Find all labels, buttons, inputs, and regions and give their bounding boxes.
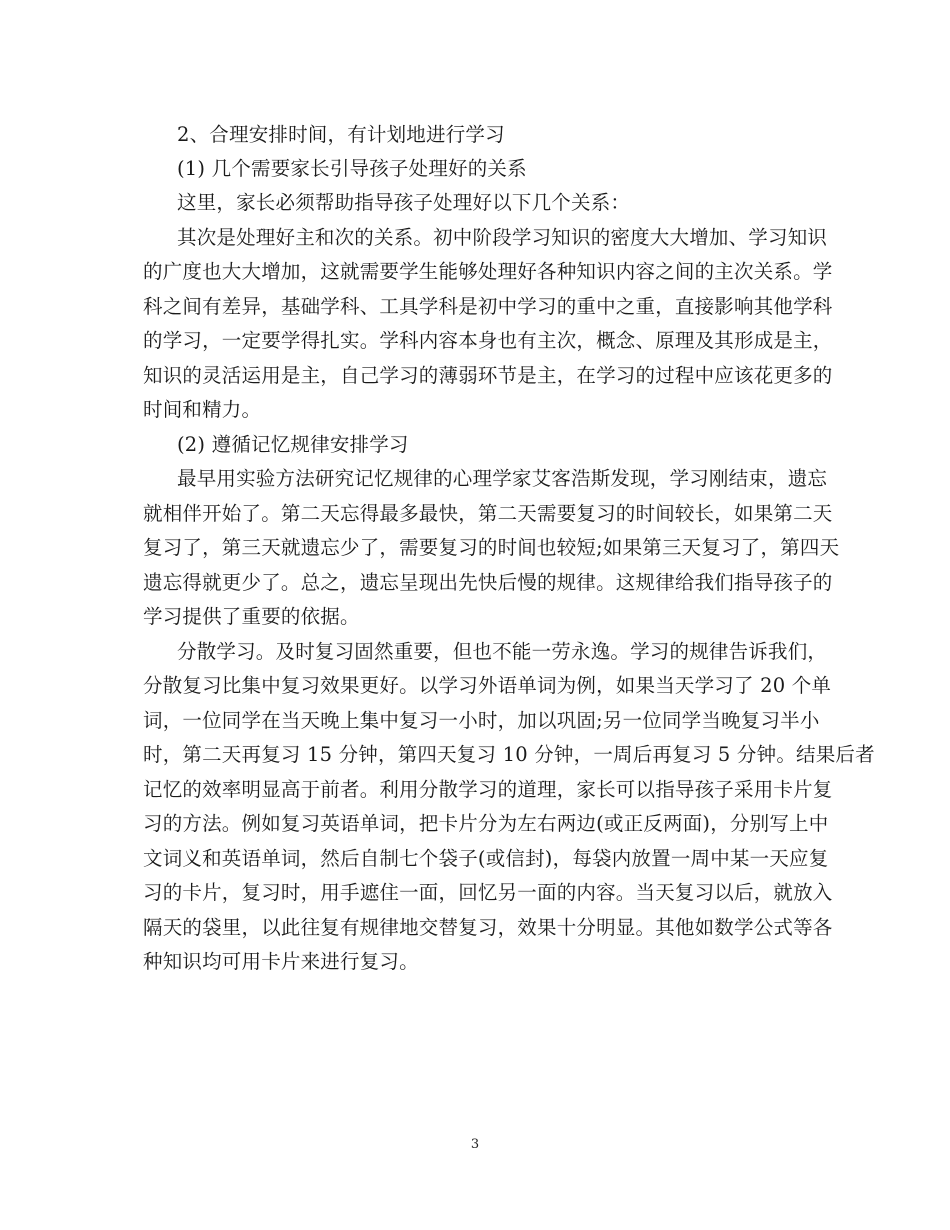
subsection-heading: (1) 几个需要家长引导孩子处理好的关系 [177,157,527,180]
paragraph-line: 种知识均可用卡片来进行复习。 [143,950,419,973]
paragraph-line: 文词义和英语单词，然后自制七个袋子(或信封)，每袋内放置一周中某一天应复 [143,847,829,870]
paragraph-line: 学习提供了重要的依据。 [143,605,360,628]
paragraph-line: 习的方法。例如复习英语单词，把卡片分为左右两边(或正反两面)，分别写上中 [143,812,829,835]
subsection-heading: (2) 遵循记忆规律安排学习 [177,433,409,456]
paragraph-line: 科之间有差异，基础学科、工具学科是初中学习的重中之重，直接影响其他学科 [143,295,833,318]
paragraph-line: 其次是处理好主和次的关系。初中阶段学习知识的密度大大增加、学习知识 [177,226,828,249]
paragraph-line: 就相伴开始了。第二天忘得最多最快，第二天需要复习的时间较长，如果第二天 [143,502,833,525]
paragraph-line: 分散复习比集中复习效果更好。以学习外语单词为例，如果当天学习了 20 个单 [143,674,832,697]
paragraph-line: 习的卡片，复习时，用手遮住一面，回忆另一面的内容。当天复习以后，就放入 [143,881,833,904]
paragraph-line: 的广度也大大增加，这就需要学生能够处理好各种知识内容之间的主次关系。学 [143,260,833,283]
paragraph-line: 隔天的袋里，以此往复有规律地交替复习，效果十分明显。其他如数学公式等各 [143,916,833,939]
paragraph-line: 知识的灵活运用是主，自己学习的薄弱环节是主，在学习的过程中应该花更多的 [143,364,833,387]
paragraph-line: 记忆的效率明显高于前者。利用分散学习的道理，家长可以指导孩子采用卡片复 [143,778,833,801]
paragraph-line: 词，一位同学在当天晚上集中复习一小时，加以巩固;另一位同学当晚复习半小 [143,709,820,732]
paragraph-line: 的学习，一定要学得扎实。学科内容本身也有主次，概念、原理及其形成是主， [143,329,833,352]
paragraph-line: 时，第二天再复习 15 分钟，第四天复习 10 分钟，一周后再复习 5 分钟。结果后者 [143,743,875,766]
paragraph-line: 分散学习。及时复习固然重要，但也不能一劳永逸。学习的规律告诉我们， [177,640,828,663]
paragraph-line: 遗忘得就更少了。总之，遗忘呈现出先快后慢的规律。这规律给我们指导孩子的 [143,571,833,594]
paragraph-line: 最早用实验方法研究记忆规律的心理学家艾客浩斯发现，学习刚结束，遗忘 [177,467,828,490]
paragraph-line: 时间和精力。 [143,398,262,421]
section-heading: 2、合理安排时间，有计划地进行学习 [177,123,505,146]
paragraph-line: 这里，家长必须帮助指导孩子处理好以下几个关系： [177,191,631,214]
page-number: 3 [470,1137,480,1152]
paragraph-line: 复习了，第三天就遗忘少了，需要复习的时间也较短;如果第三天复习了，第四天 [143,536,840,559]
